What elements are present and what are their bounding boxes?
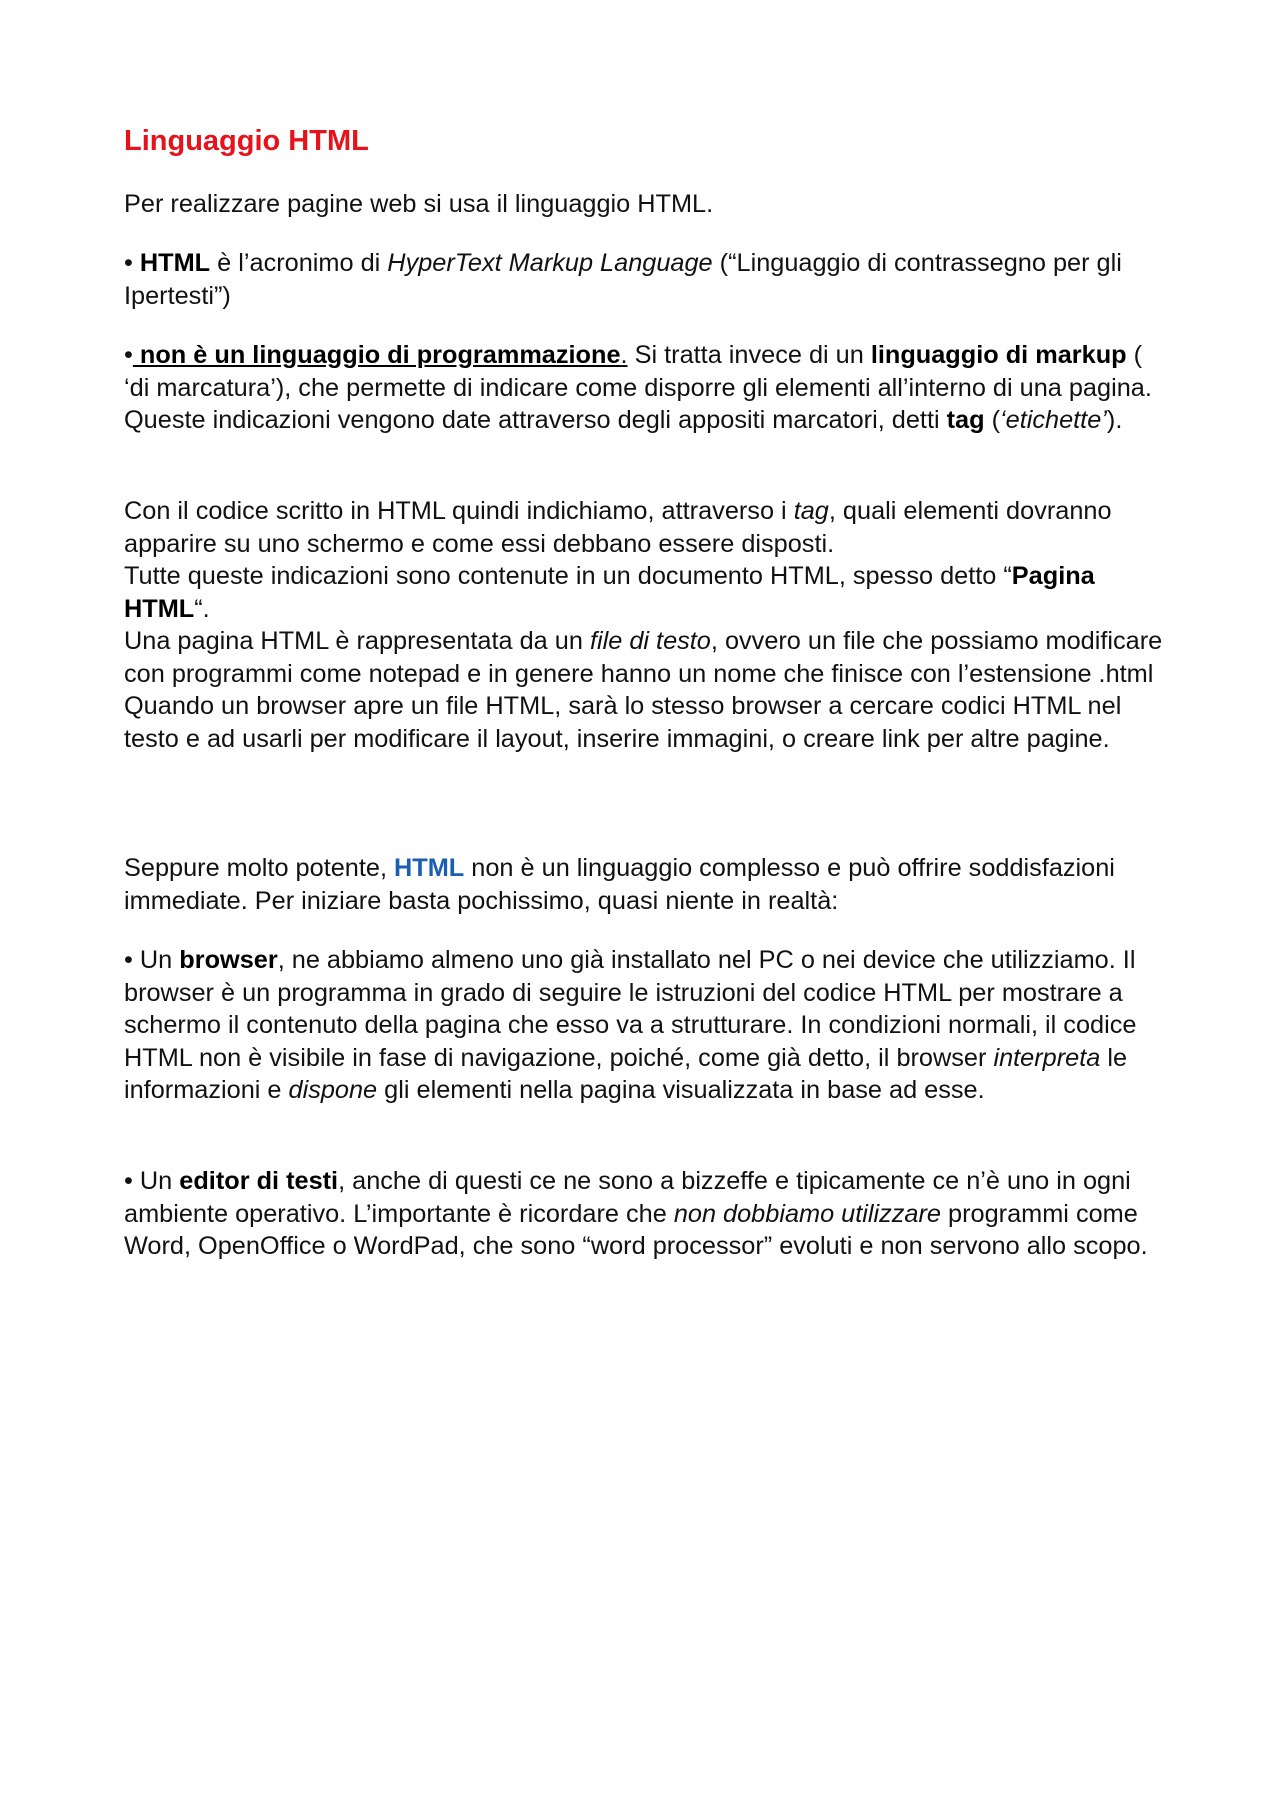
bullet-marker: • Un (124, 946, 180, 974)
text-segment: ). (1106, 406, 1123, 434)
page-title: Linguaggio HTML (124, 125, 369, 157)
bullet-browser (124, 944, 1174, 1107)
bullet-text-editor (124, 1165, 1174, 1263)
explanation-line-group-3 (124, 625, 1174, 690)
text-segment: ( (984, 406, 1001, 434)
file-di-testo-term: file di testo (589, 627, 711, 655)
text-segment: ( ‘di marcatura’), che permette di indicare come disporre gli elementi all’interno di una pagina. Queste indicazioni vengono date attraverso degli appositi marcatori, detti (124, 341, 1152, 434)
non-dobbiamo-utilizzare: non dobbiamo utilizzare (673, 1199, 941, 1228)
intro-paragraph (124, 188, 1174, 221)
bullet-html-definition (124, 247, 1174, 312)
text-segment: , anche di questi ce ne sono a bizzeffe e tipicamente ce n’è uno in ogni ambiente operativo. L’importante è ricordare che (124, 1167, 1131, 1228)
text-segment: Quando un browser apre un file HTML, sarà lo stesso browser a cercare codici HTML nel testo e ad usarli per modificare il layout, inserire immagini, o creare link per altre pagine. (124, 692, 1122, 753)
text-segment: Si tratta invece di un (627, 341, 871, 369)
explanation-line-group-1 (124, 495, 1174, 560)
tag-italic: tag (793, 497, 829, 525)
powerful-html-paragraph (124, 852, 1174, 917)
hypertext-markup-language: HyperText Markup Language (387, 249, 713, 277)
html-highlight: HTML (394, 854, 465, 882)
bullet-not-programming-language (124, 339, 1174, 437)
html-term: HTML (139, 249, 211, 277)
explanation-line-group-4 (124, 690, 1174, 755)
bullet-marker: • (124, 341, 133, 369)
browser-term: browser (179, 946, 278, 974)
text-segment: (“Linguaggio di contrassegno per gli Ipertesti”) (124, 249, 1122, 310)
intro-text: Per realizzare pagine web si usa il linguaggio HTML. (124, 190, 714, 218)
underlined-dot: . (620, 341, 628, 369)
dispone-term: dispone (288, 1076, 378, 1104)
underlined-statement: non è un linguaggio di programmazione (132, 341, 621, 369)
html-explanation-paragraph (124, 495, 1174, 755)
text-segment: , quali elementi dovranno apparire su uno schermo e come essi debbano essere disposti. (124, 497, 1112, 558)
text-segment: Una pagina HTML è rappresentata da un (124, 627, 590, 655)
editor-di-testi-term: editor di testi (179, 1167, 339, 1195)
text-segment: è l’acronimo di (210, 249, 388, 277)
explanation-line-group-2 (124, 560, 1174, 625)
text-segment: , ovvero un file che possiamo modificare con programmi come notepad e in genere hanno un nome che finisce con l’estensione .html (124, 627, 1163, 688)
text-segment: Con il codice scritto in HTML quindi indichiamo, attraverso i (124, 497, 794, 525)
pagina-html-term: Pagina HTML (124, 562, 1095, 623)
bullet-marker: • (124, 249, 140, 277)
text-segment: Tutte queste indicazioni sono contenute in un documento HTML, spesso detto “ (124, 562, 1012, 590)
text-segment: non è un linguaggio complesso e può offrire soddisfazioni immediate. Per iniziare basta pochissimo, quasi niente in realtà: (124, 854, 1115, 915)
bullet-marker: • Un (124, 1167, 180, 1195)
text-segment: “. (194, 594, 210, 623)
text-segment: , ne abbiamo almeno uno già installato nel PC o nei device che utilizziamo. Il browser è un programma in grado di seguire le istruzioni del codice HTML per mostrare a schermo il contenuto della pagina che esso va a strutturare. In condizioni normali, il codice HTML non è visibile in fase di navigazione, poiché, come già detto, il browser (124, 946, 1137, 1072)
markup-language-term: linguaggio di markup (870, 341, 1127, 369)
text-segment: le informazioni e (124, 1043, 1128, 1104)
text-segment: gli elementi nella pagina visualizzata in base ad esse. (377, 1076, 985, 1104)
tag-term: tag (946, 406, 985, 434)
etichette-term: ‘etichette’ (1000, 406, 1107, 434)
text-segment: Seppure molto potente, (124, 854, 395, 882)
text-segment: programmi come Word, OpenOffice o WordPad, che sono “word processor” evoluti e non servono allo scopo. (124, 1199, 1148, 1260)
interpreta-term: interpreta (993, 1043, 1101, 1072)
